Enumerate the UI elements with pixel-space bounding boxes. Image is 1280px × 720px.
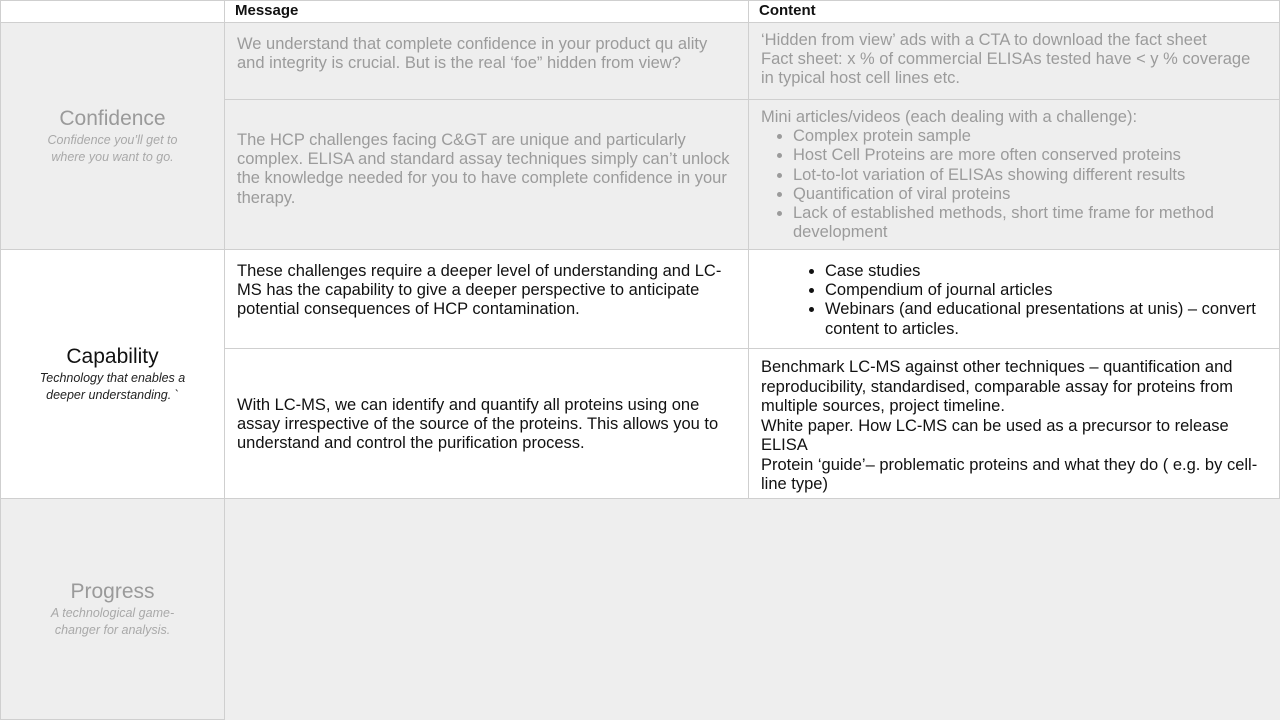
row-subtitle-capability: Technology that enables a deeper understanding. ` bbox=[39, 371, 186, 402]
list-item: • Host Cell Proteins are more often conserved proteins bbox=[793, 146, 1267, 165]
capability-content-1 bbox=[748, 249, 1280, 349]
confidence-challenge-list bbox=[761, 127, 1267, 242]
header-blank-cell bbox=[0, 0, 225, 23]
list-item: • Quantification of viral proteins bbox=[793, 185, 1267, 204]
row-subtitle-progress: A technological game-changer for analysis. bbox=[50, 606, 175, 637]
confidence-message-1-text: We understand that complete confidence in your product qu ality and integrity is crucial. But is the real ‘foe” hidden from view? bbox=[237, 35, 708, 73]
confidence-content-2-intro: Mini articles/videos (each dealing with a challenge): bbox=[761, 108, 1138, 126]
confidence-message-2-text: The HCP challenges facing C&GT are unique and particularly complex. ELISA and standard assay techniques simply can’t unlock the knowledge needed for you to have complete confidence in your therapy. bbox=[237, 131, 730, 207]
header-message: Message bbox=[224, 0, 749, 23]
row-subtitle-confidence: Confidence you’ll get to where you want to go. bbox=[47, 133, 178, 164]
confidence-content-2 bbox=[748, 99, 1280, 250]
row-label-capability bbox=[0, 249, 225, 499]
row-title-progress: Progress bbox=[70, 580, 155, 603]
capability-content-list bbox=[761, 262, 1267, 339]
row-title-capability: Capability bbox=[66, 345, 159, 368]
capability-content-2-line1: Benchmark LC-MS against other techniques – quantification and reproducibility, standardised, comparable assay for proteins from multiple sources, project timeline. bbox=[761, 358, 1233, 415]
capability-content-2-line3: Protein ‘guide’– problematic proteins and what they do ( e.g. by cell-line type) bbox=[761, 455, 1258, 493]
capability-message-1 bbox=[224, 249, 749, 349]
row-label-confidence bbox=[0, 22, 225, 250]
capability-message-2 bbox=[224, 348, 749, 499]
progress-empty-area bbox=[225, 499, 1280, 720]
list-item: • Complex protein sample bbox=[793, 127, 1267, 146]
confidence-content-1 bbox=[748, 22, 1280, 100]
confidence-message-2 bbox=[224, 99, 749, 250]
list-item: • Compendium of journal articles bbox=[825, 281, 1267, 300]
list-item: • Lack of established methods, short time frame for method development bbox=[793, 204, 1267, 242]
row-label-progress bbox=[0, 498, 225, 720]
header-content: Content bbox=[748, 0, 1280, 23]
list-item: • Case studies bbox=[825, 262, 1267, 281]
capability-content-2-line2: White paper. How LC-MS can be used as a precursor to release ELISA bbox=[761, 416, 1229, 454]
confidence-content-1-line2: Fact sheet: x % of commercial ELISAs tested have < y % coverage in typical host cell lines etc. bbox=[761, 50, 1251, 88]
list-item: • Lot-to-lot variation of ELISAs showing different results bbox=[793, 166, 1267, 185]
row-title-confidence: Confidence bbox=[59, 107, 166, 130]
confidence-content-1-line1: ‘Hidden from view’ ads with a CTA to download the fact sheet bbox=[761, 31, 1207, 49]
capability-content-2 bbox=[748, 348, 1280, 499]
list-item: • Webinars (and educational presentations at unis) – convert content to articles. bbox=[825, 300, 1267, 338]
confidence-message-1 bbox=[224, 22, 749, 100]
capability-message-2-text: With LC-MS, we can identify and quantify all proteins using one assay irrespective of the source of the proteins. This allows you to understand and control the purification process. bbox=[237, 396, 719, 453]
capability-message-1-text: These challenges require a deeper level of understanding and LC-MS has the capability to give a deeper perspective to anticipate potential consequences of HCP contamination. bbox=[237, 262, 722, 319]
